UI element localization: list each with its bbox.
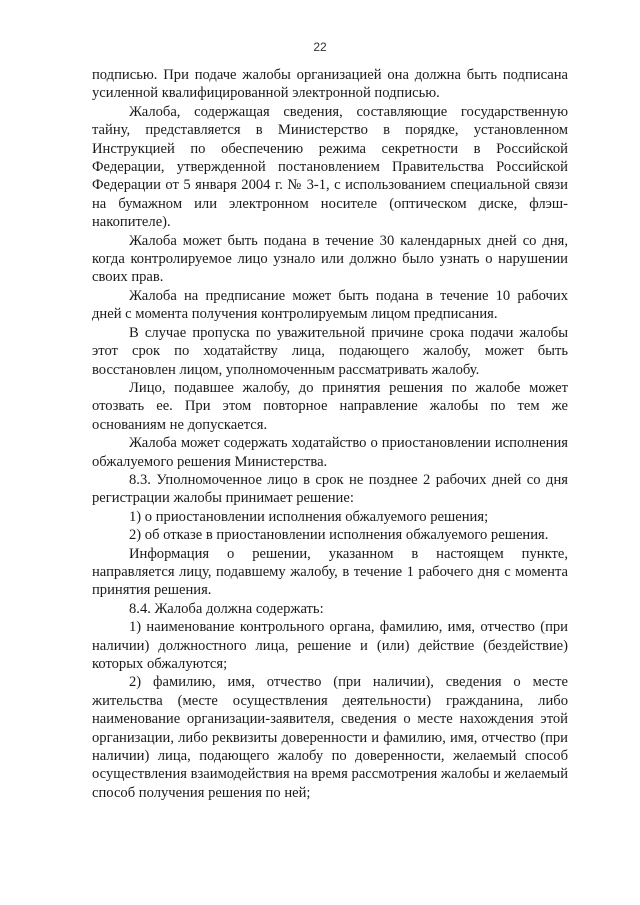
paragraph: Жалоба, содержащая сведения, составляющие государственную тайну, представляется в Министерство в порядке, установленном Инструкцией по обеспечению режима секретности в Российской Федерации, утвержденной постановлением Правительства Российской Федерации от 5 января 2004 г. № 3-1, с использованием специальной связи на бумажном или электронном носителе (оптическом диске, флэш-накопителе).	[92, 103, 568, 231]
paragraph: 1) наименование контрольного органа, фамилию, имя, отчество (при наличии) должностного лица, решение и (или) действие (бездействие) которых обжалуются;	[92, 619, 568, 672]
paragraph: Информация о решении, указанном в настоящем пункте, направляется лицу, подавшему жалобу, в течение 1 рабочего дня с момента принятия решения.	[92, 545, 568, 599]
paragraph: 2) об отказе в приостановлении исполнения обжалуемого решения.	[129, 527, 549, 544]
paragraph: 2) фамилию, имя, отчество (при наличии), сведения о месте жительства (месте осуществления деятельности) гражданина, либо наименование организации-заявителя, сведения о месте нахождения этой организации, либо реквизиты доверенности и фамилию, имя, отчество (при наличии) лица, подающего жалобу по доверенности, желаемый способ осуществления взаимодействия на время рассмотрения жалобы и желаемый способ получения решения по ней;	[92, 674, 568, 801]
paragraph: В случае пропуска по уважительной причине срока подачи жалобы этот срок по ходатайству лица, подающего жалобу, может быть восстановлен лицом, уполномоченным рассматривать жалобу.	[92, 324, 568, 378]
page-number: 22	[313, 40, 327, 54]
paragraph: подписью. При подаче жалобы организацией она должна быть подписана усиленной квалифицированной электронной подписью.	[92, 67, 568, 102]
paragraph: Жалоба на предписание может быть подана в течение 10 рабочих дней с момента получения контролируемым лицом предписания.	[92, 287, 568, 323]
paragraph: 8.4. Жалоба должна содержать:	[129, 600, 324, 617]
paragraph: Жалоба может содержать ходатайство о приостановлении исполнения обжалуемого решения Министерства.	[92, 435, 568, 470]
paragraph: Лицо, подавшее жалобу, до принятия решения по жалобе может отозвать ее. При этом повторное направление жалобы по тем же основаниям не допускается.	[92, 379, 568, 433]
paragraph: 8.3. Уполномоченное лицо в срок не позднее 2 рабочих дней со дня регистрации жалобы принимает решение:	[92, 471, 568, 507]
paragraph: Жалоба может быть подана в течение 30 календарных дней со дня, когда контролируемое лицо узнало или должно было узнать о нарушении своих прав.	[92, 232, 568, 286]
paragraph: 1) о приостановлении исполнения обжалуемого решения;	[129, 508, 489, 525]
document-body	[92, 66, 568, 802]
